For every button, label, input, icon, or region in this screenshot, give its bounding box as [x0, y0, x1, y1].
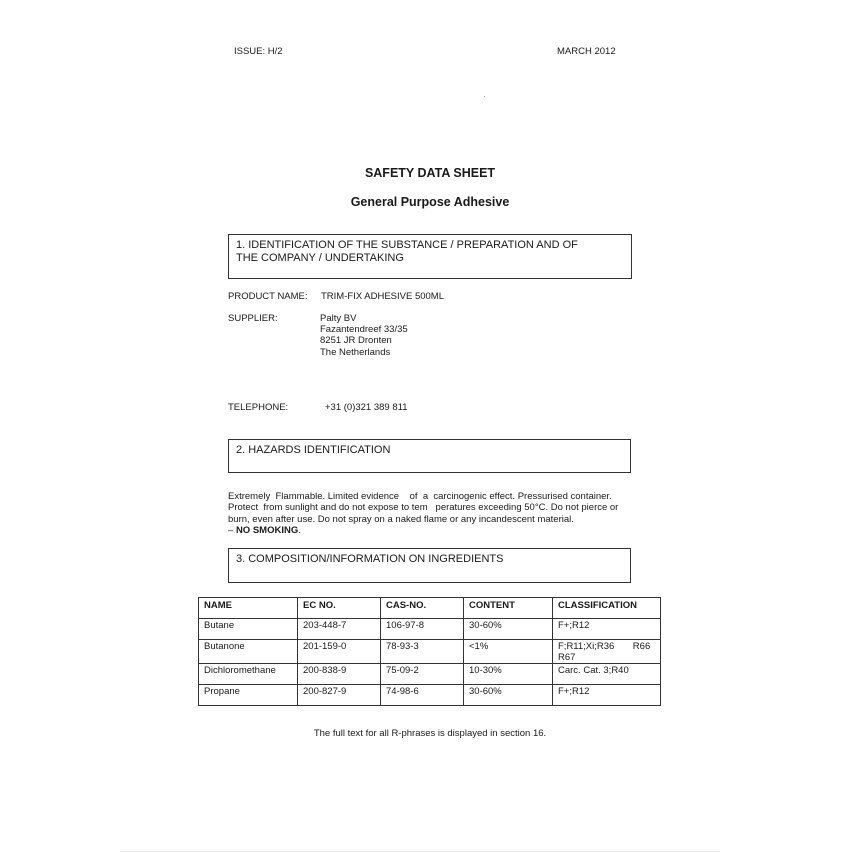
product-name-value: TRIM-FIX ADHESIVE 500ML [321, 291, 445, 302]
cell-cas-no: 106-97-8 [381, 619, 464, 640]
cell-name: Propane [199, 685, 298, 706]
column-header-cas-no: CAS-NO. [381, 598, 464, 619]
section-2-heading: 2. HAZARDS IDENTIFICATION [236, 444, 391, 456]
section-1-heading-line-1: 1. IDENTIFICATION OF THE SUBSTANCE / PREPARATION AND OF [236, 239, 578, 251]
cell-cas-no: 75-09-2 [381, 664, 464, 685]
supplier-line: Palty BV [320, 313, 357, 324]
table-row [199, 640, 661, 664]
supplier-line: Fazantendreef 33/35 [320, 324, 408, 336]
cell-name: Dichloromethane [199, 664, 298, 685]
hazard-line: Protect from sunlight and do not expose to tem peratures exceeding 50°C. Do not pierce or [228, 502, 619, 514]
cell-ec-no: 200-827-9 [298, 685, 381, 706]
cell-ec-no: 203-448-7 [298, 619, 381, 640]
cell-classification: F+;R12 [553, 685, 661, 706]
cell-cas-no: 78-93-3 [381, 640, 464, 664]
section-2-heading-box [228, 439, 631, 473]
section-1-heading-box [228, 234, 632, 279]
column-header-name: NAME [199, 598, 298, 619]
no-smoking-warning: NO SMOKING [235, 525, 299, 537]
telephone-value: +31 (0)321 389 811 [325, 402, 408, 413]
table-row [199, 664, 661, 685]
scan-speck [484, 96, 485, 97]
section-3-heading: 3. COMPOSITION/INFORMATION ON INGREDIENTS [236, 553, 504, 565]
cell-content: 30-60% [464, 685, 553, 706]
issue-label: ISSUE: H/2 [234, 46, 283, 57]
column-header-content: CONTENT [464, 598, 553, 619]
section-3-heading-box [228, 548, 631, 583]
table-row [199, 619, 661, 640]
table-row [199, 685, 661, 706]
column-header-classification: CLASSIFICATION [553, 598, 661, 619]
table-header-row [199, 598, 661, 619]
product-name-label: PRODUCT NAME: [228, 291, 308, 302]
cell-content: 30-60% [464, 619, 553, 640]
dash-prefix: – [228, 525, 236, 537]
supplier-address [320, 313, 408, 358]
document-title: SAFETY DATA SHEET [364, 166, 496, 180]
hazard-line: burn, even after use. Do not spray on a naked flame or any incandescent material. [228, 513, 574, 525]
period-suffix: . [298, 525, 301, 537]
cell-classification: F+;R12 [553, 619, 661, 640]
cell-content: 10-30% [464, 664, 553, 685]
column-header-ec-no: EC NO. [298, 598, 381, 619]
cell-classification: Carc. Cat. 3;R40 [553, 664, 661, 685]
telephone-label: TELEPHONE: [228, 402, 289, 413]
hazard-line-no-smoking [228, 525, 638, 536]
r-phrases-footnote: The full text for all R-phrases is displayed in section 16. [313, 728, 547, 739]
cell-ec-no: 200-838-9 [298, 664, 381, 685]
cell-name: Butanone [199, 640, 298, 664]
cell-name: Butane [199, 619, 298, 640]
cell-content: <1% [464, 640, 553, 664]
ingredients-table [198, 597, 661, 706]
document-subtitle: General Purpose Adhesive [350, 195, 510, 209]
hazard-statement [228, 491, 638, 537]
supplier-line: The Netherlands [320, 346, 391, 358]
hazard-line: Extremely Flammable. Limited evidence of a carcinogenic effect. Pressurised container. [228, 491, 612, 502]
supplier-line: 8251 JR Dronten [320, 335, 392, 347]
cell-ec-no: 201-159-0 [298, 640, 381, 664]
cell-cas-no: 74-98-6 [381, 685, 464, 706]
issue-date: MARCH 2012 [557, 46, 616, 57]
supplier-label: SUPPLIER: [228, 313, 278, 324]
cell-classification: F;R11;Xi;R36 R66 R67 [553, 640, 661, 664]
section-1-heading-line-2: THE COMPANY / UNDERTAKING [236, 251, 404, 264]
